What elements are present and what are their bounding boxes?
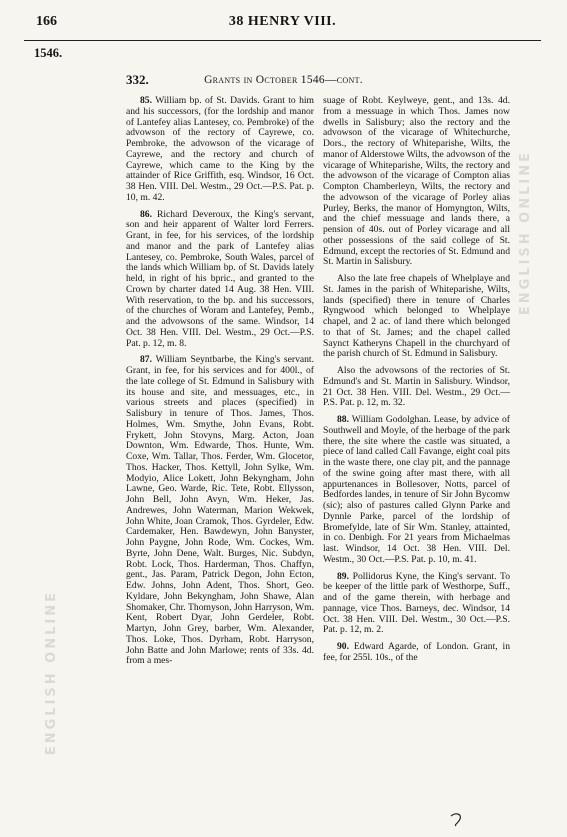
entry-number: 90. [337, 641, 349, 652]
entry-text: suage of Robt. Keylweye, gent., and 13s. 4d. from a messuage in which Thos. James now dwells in Salisbury; also the rectory and the advowson of the vicarage of Whitechurche, Dors., the rectory of Whiteparishe, Wilts, the manor of Alderstowe Wilts, the advowson of the vicarage of Whiteparishe, Wilts, the rectory and the advowson of the vicarage of Compton alias Compton Chamberleyn, Wilts, the rectory and the advowson of the vicarage of Porley alias Purley, Berks, the manor of Homyngton, Wilts, and the chief messuage and lands there, a pension of 40s. out of Porley vicarage and all other possessions of the said college of St. Edmund, except the rectories of St. Edmund and St. Martin in Salisbury. [323, 95, 510, 268]
entry-paragraph [126, 355, 314, 667]
running-head: 38 HENRY VIII. [228, 14, 337, 29]
watermark-stamp: ENGLISH ONLINE [44, 590, 59, 756]
entry-paragraph [126, 210, 314, 350]
entry-paragraph [126, 96, 314, 204]
entry-paragraph [323, 642, 510, 664]
entry-text: Pollidorus Kyne, the King's servant. To be keeper of the little park of Westhorpe, Suff., and of the game therein, with herbage and pannage, vice Thos. Barneys, dec. Windsor, 14 Oct. 38 Hen. VIII. Del. Westm., 30 Oct.—P.S. Pat. p. 12, m. 2. [323, 570, 510, 636]
entry-paragraph [323, 415, 510, 566]
entry-text: Edward Agarde, of London. Grant, in fee, for 255l. 10s., of the [323, 641, 510, 663]
entry-text: William bp. of St. Davids. Grant to him and his successors, (for the lordship and manor of Lantefey alias Lantesey, co. Pembroke) of the advowson of the rectory of Cayrewe, co. Pembroke, the advowson of the vicarage of Cayrewe, and the rectory and church of Cayrewe, which came to the King by the attainder of Rice Griffith, esq. Windsor, 16 Oct. 38 Hen. VIII. Del. Westm., 29 Oct.—P.S. Pat. p. 10, m. 42. [126, 95, 314, 203]
entry-text: William Seyntbarbe, the King's servant. Grant, in fee, for his services and for 400l., of the late college of St. Edmund in Salisbury with its house and site, and messuages, etc., in various streets and places (specified) in Salisbury in tenure of Thos. James, Thos. Holmes, Wm. Smythe, John Evans, Robt. Frykett, John Stovyns, Marg. Acton, Joan Downton, Wm. Edwarde, Thos. Hunte, Wm. Coxe, Wm. Tallar, Thos. Ferder, Wm. Glocetor, Thos. Hacker, Thos. Kettyll, John Sylke, Wm. Modyio, Alice Lokett, John Bekyngham, John Lawne, Geo. Warde, Ric. Tete, Robt. Ellysson, John Bell, John Avyn, Wm. Heker, Jas. Andrewes, John Waterman, Marion Wekwek, John White, Joan Cramok, Thos. Gyrdeler, Edw. Cardemaker, Hen. Bawdewyn, John Banyster, John Paygne, John Rode, Wm. Cockes, Wm. Byrte, John Dene, Walt. Burges, Nic. Subdyn, Robt. Lock, Thos. Harderman, Thos. Chaffyn, gent., Jas. Param, Patrick Degon, John Ecton, Edw. Johns, John Adent, Thos. Short, Geo. Kyldare, John Bekyngham, John Shawe, Alan Shomaker, Chr. Thomyson, John Harryson, Wm. Kent, Robert Dyar, John Gerdeler, Robt. Martyn, John Grey, barber, Wm. Alexander, Thos. Loke, Thos. Dyrham, Robt. Harryson, John Batte and John Marlowe; rents of 33s. 4d. from a mes- [126, 354, 314, 667]
right-column [323, 96, 510, 670]
item-number: 332. [126, 72, 149, 87]
watermark-stamp: ENGLISH ONLINE [518, 150, 533, 316]
year-margin-note: 1546. [34, 46, 63, 60]
entry-number: 85. [140, 95, 152, 106]
ink-mark-icon [448, 812, 470, 828]
entry-text: Richard Deveroux, the King's servant, son and heir apparent of Walter lord Ferrers. Grant, in fee, for his services, of the lordship and manor and the park of Lantefey alias Lantesey, co. Pembroke, South Wales, parcel of the lands which William bp. of St. Davids lately held, in right of his bpric., and granted to the Crown by charter dated 14 Aug. 38 Hen. VIII. With reservation, to the bp. and his successors, of the churches of Woram and Lantefey, Pemb., and the advowsons of the same. Windsor, 14 Oct. 38 Hen. VIII. Del. Westm., 29 Oct.—P.S. Pat. p. 12, m. 8. [126, 208, 314, 349]
section-title: Grants in October 1546—cont. [204, 74, 363, 86]
header-rule [24, 40, 541, 41]
entry-number: 86. [140, 208, 152, 220]
entry-paragraph [323, 274, 510, 360]
entry-text: William Godolghan. Lease, by advice of Southwell and Moyle, of the herbage of the park there, the site where the castle was situated, a piece of land called Call Favange, eight coal pits in the waste there, one clay pit, and the pannage of the swine going after mast there, with all appurtenances in Bollesover, Notts, parcel of Bedfordes landes, in tenure of Sir John Bycomw (sic); also of pastures called Glynn Parke and Dynnle Parke, parcel of the lordship of Bromefylde, late of Sir Wm. Stanley, attainted, in co. Denbigh. For 21 years from Michaelmas last. Windsor, 14 Oct. 38 Hen. VIII. Del. Westm., 30 Oct.—P.S. Pat. p. 10, m. 41. [323, 414, 510, 565]
entry-number: 87. [140, 354, 152, 366]
page-number: 166 [36, 14, 57, 29]
entry-text: Also the late free chapels of Whelplaye and St. James in the parish of Whiteparishe, Wilts, lands (specified) there in tenure of Charles Ryngwood which belonged to Whelplaye chapel, and 2 ac. of land there which belonged to that of St. James; and the chapel called Saynct Katheryns Chapell in the churchyard of the parish church of St. Edmund in Salisbury. [323, 273, 510, 360]
section-heading [0, 72, 567, 92]
entry-paragraph [323, 366, 510, 409]
entry-number: 89. [337, 570, 349, 582]
page-header [24, 14, 541, 36]
entry-paragraph [323, 572, 510, 637]
entry-text: Also the advowsons of the rectories of St. Edmund's and St. Martin in Salisbury. Windsor, 21 Oct. 38 Hen. VIII. Del. Westm., 29 Oct.—P.S. Pat. p. 12, m. 32. [323, 365, 510, 409]
entry-number: 88. [337, 414, 349, 425]
left-column [126, 96, 314, 673]
entry-paragraph [323, 96, 510, 268]
